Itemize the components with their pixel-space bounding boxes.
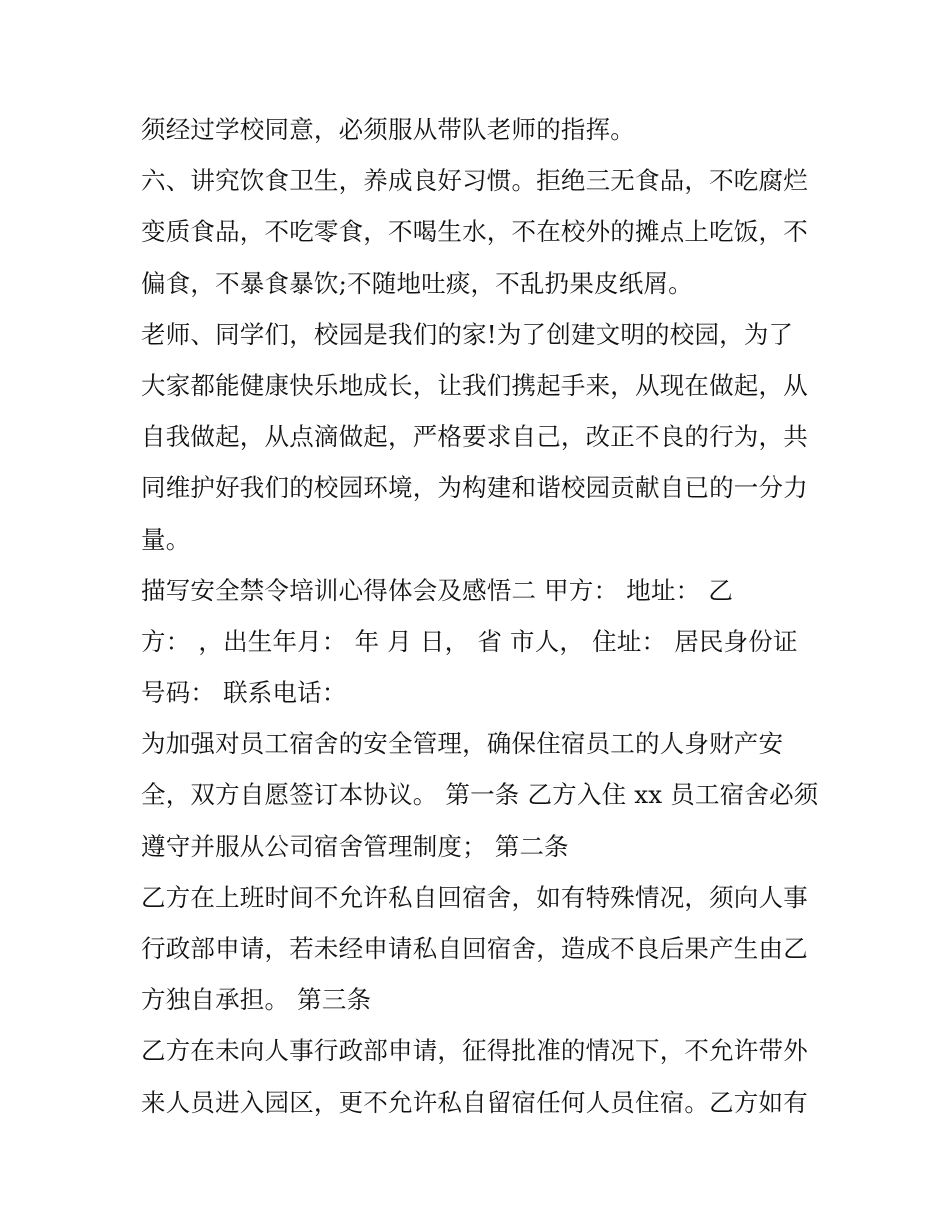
text-line: 大家都能健康快乐地成长，让我们携起手来，从现在做起，从 [141,370,808,400]
text-line: 老师、同学们，校园是我们的家!为了创建文明的校园，为了 [141,319,794,349]
text-line: 量。 [141,524,191,554]
text-line: 六、讲究饮食卫生，养成良好习惯。拒绝三无食品，不吃腐烂 [141,166,808,196]
text-line: 乙方在未向人事行政部申请，征得批准的情况下，不允许带外 [141,1036,808,1066]
section-title-line: 描写安全禁令培训心得体会及感悟二 甲方： 地址： 乙 [141,575,734,605]
text-line: 号码： 联系电话： [141,678,347,708]
text-line: 变质食品，不吃零食，不喝生水，不在校外的摊点上吃饭，不 [141,217,808,247]
text-line: 来人员进入园区，更不允许私自留宿任何人员住宿。乙方如有 [141,1087,808,1117]
text-line: 遵守并服从公司宿舍管理制度； 第二条 [141,831,569,861]
text-line: 方： ，出生年月： 年 月 日， 省 市人， 住址： 居民身份证 [141,626,798,656]
text-line: 同维护好我们的校园环境，为构建和谐校园贡献自已的一分力 [141,473,808,503]
text-line: 自我做起，从点滴做起，严格要求自己，改正不良的行为，共 [141,422,808,452]
text-line: 方独自承担。 第三条 [141,985,372,1015]
text-line: 全，双方自愿签订本协议。 第一条 乙方入住 xx 员工宿舍必须 [141,780,819,810]
text-line: 偏食，不暴食暴饮;不随地吐痰，不乱扔果皮纸屑。 [141,268,693,298]
text-line: 乙方在上班时间不允许私自回宿舍，如有特殊情况，须向人事 [141,882,808,912]
document-body [141,104,821,1128]
text-line: 为加强对员工宿舍的安全管理，确保住宿员工的人身财产安 [141,729,784,759]
text-line: 行政部申请，若未经申请私自回宿舍，造成不良后果产生由乙 [141,934,808,963]
text-line: 须经过学校同意，必须服从带队老师的指挥。 [141,115,635,144]
